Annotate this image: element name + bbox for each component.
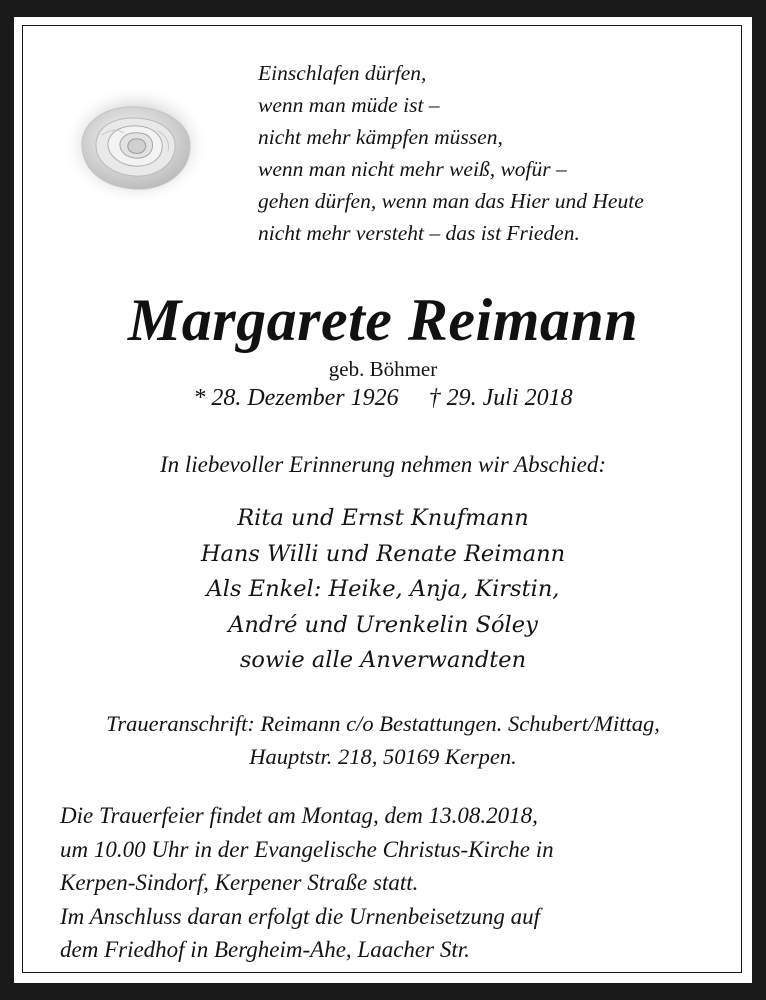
- service-line: Kerpen-Sindorf, Kerpener Straße statt.: [60, 870, 419, 895]
- address-line: Hauptstr. 218, 50169 Kerpen.: [249, 744, 517, 769]
- poem-line: wenn man müde ist –: [258, 93, 440, 117]
- rose-icon: [62, 85, 210, 205]
- service-line: dem Friedhof in Bergheim-Ahe, Laacher Str.: [60, 937, 470, 962]
- mourning-address: [14, 707, 752, 773]
- service-details: [60, 799, 730, 967]
- service-line: Die Trauerfeier findet am Montag, dem 13.08.2018,: [60, 803, 538, 828]
- mourner-line: Als Enkel: Heike, Anja, Kirstin,: [206, 576, 560, 602]
- poem-line: nicht mehr kämpfen müssen,: [258, 125, 503, 149]
- poem-line: Einschlafen dürfen,: [258, 61, 427, 85]
- maiden-name: geb. Böhmer: [328, 357, 438, 381]
- service-line: um 10.00 Uhr in der Evangelische Christus-Kirche in: [60, 836, 554, 862]
- poem-line: nicht mehr versteht – das ist Frieden.: [258, 221, 580, 245]
- poem-line: wenn man nicht mehr weiß, wofür –: [258, 157, 567, 181]
- poem-line: gehen dürfen, wenn man das Hier und Heute: [258, 189, 644, 213]
- mourners-list: [14, 501, 752, 679]
- death-date: † 29. Juli 2018: [428, 385, 573, 411]
- obituary-card: [14, 17, 752, 983]
- deceased-name: Margarete Reimann: [127, 287, 639, 353]
- mourner-line: André und Urenkelin Sóley: [228, 611, 538, 638]
- mourner-line: Rita und Ernst Knufmann: [237, 505, 529, 531]
- mourner-line: Hans Willi und Renate Reimann: [200, 540, 566, 567]
- life-dates: [14, 381, 752, 415]
- address-line: Traueranschrift: Reimann c/o Bestattungen. Schubert/Mittag,: [106, 711, 660, 736]
- service-line: Im Anschluss daran erfolgt die Urnenbeisetzung auf: [60, 903, 540, 929]
- birth-date: * 28. Dezember 1926: [193, 385, 399, 411]
- mourner-line: sowie alle Anverwandten: [239, 647, 527, 673]
- poem: [258, 57, 728, 249]
- farewell-text: In liebevoller Erinnerung nehmen wir Abschied:: [159, 452, 607, 477]
